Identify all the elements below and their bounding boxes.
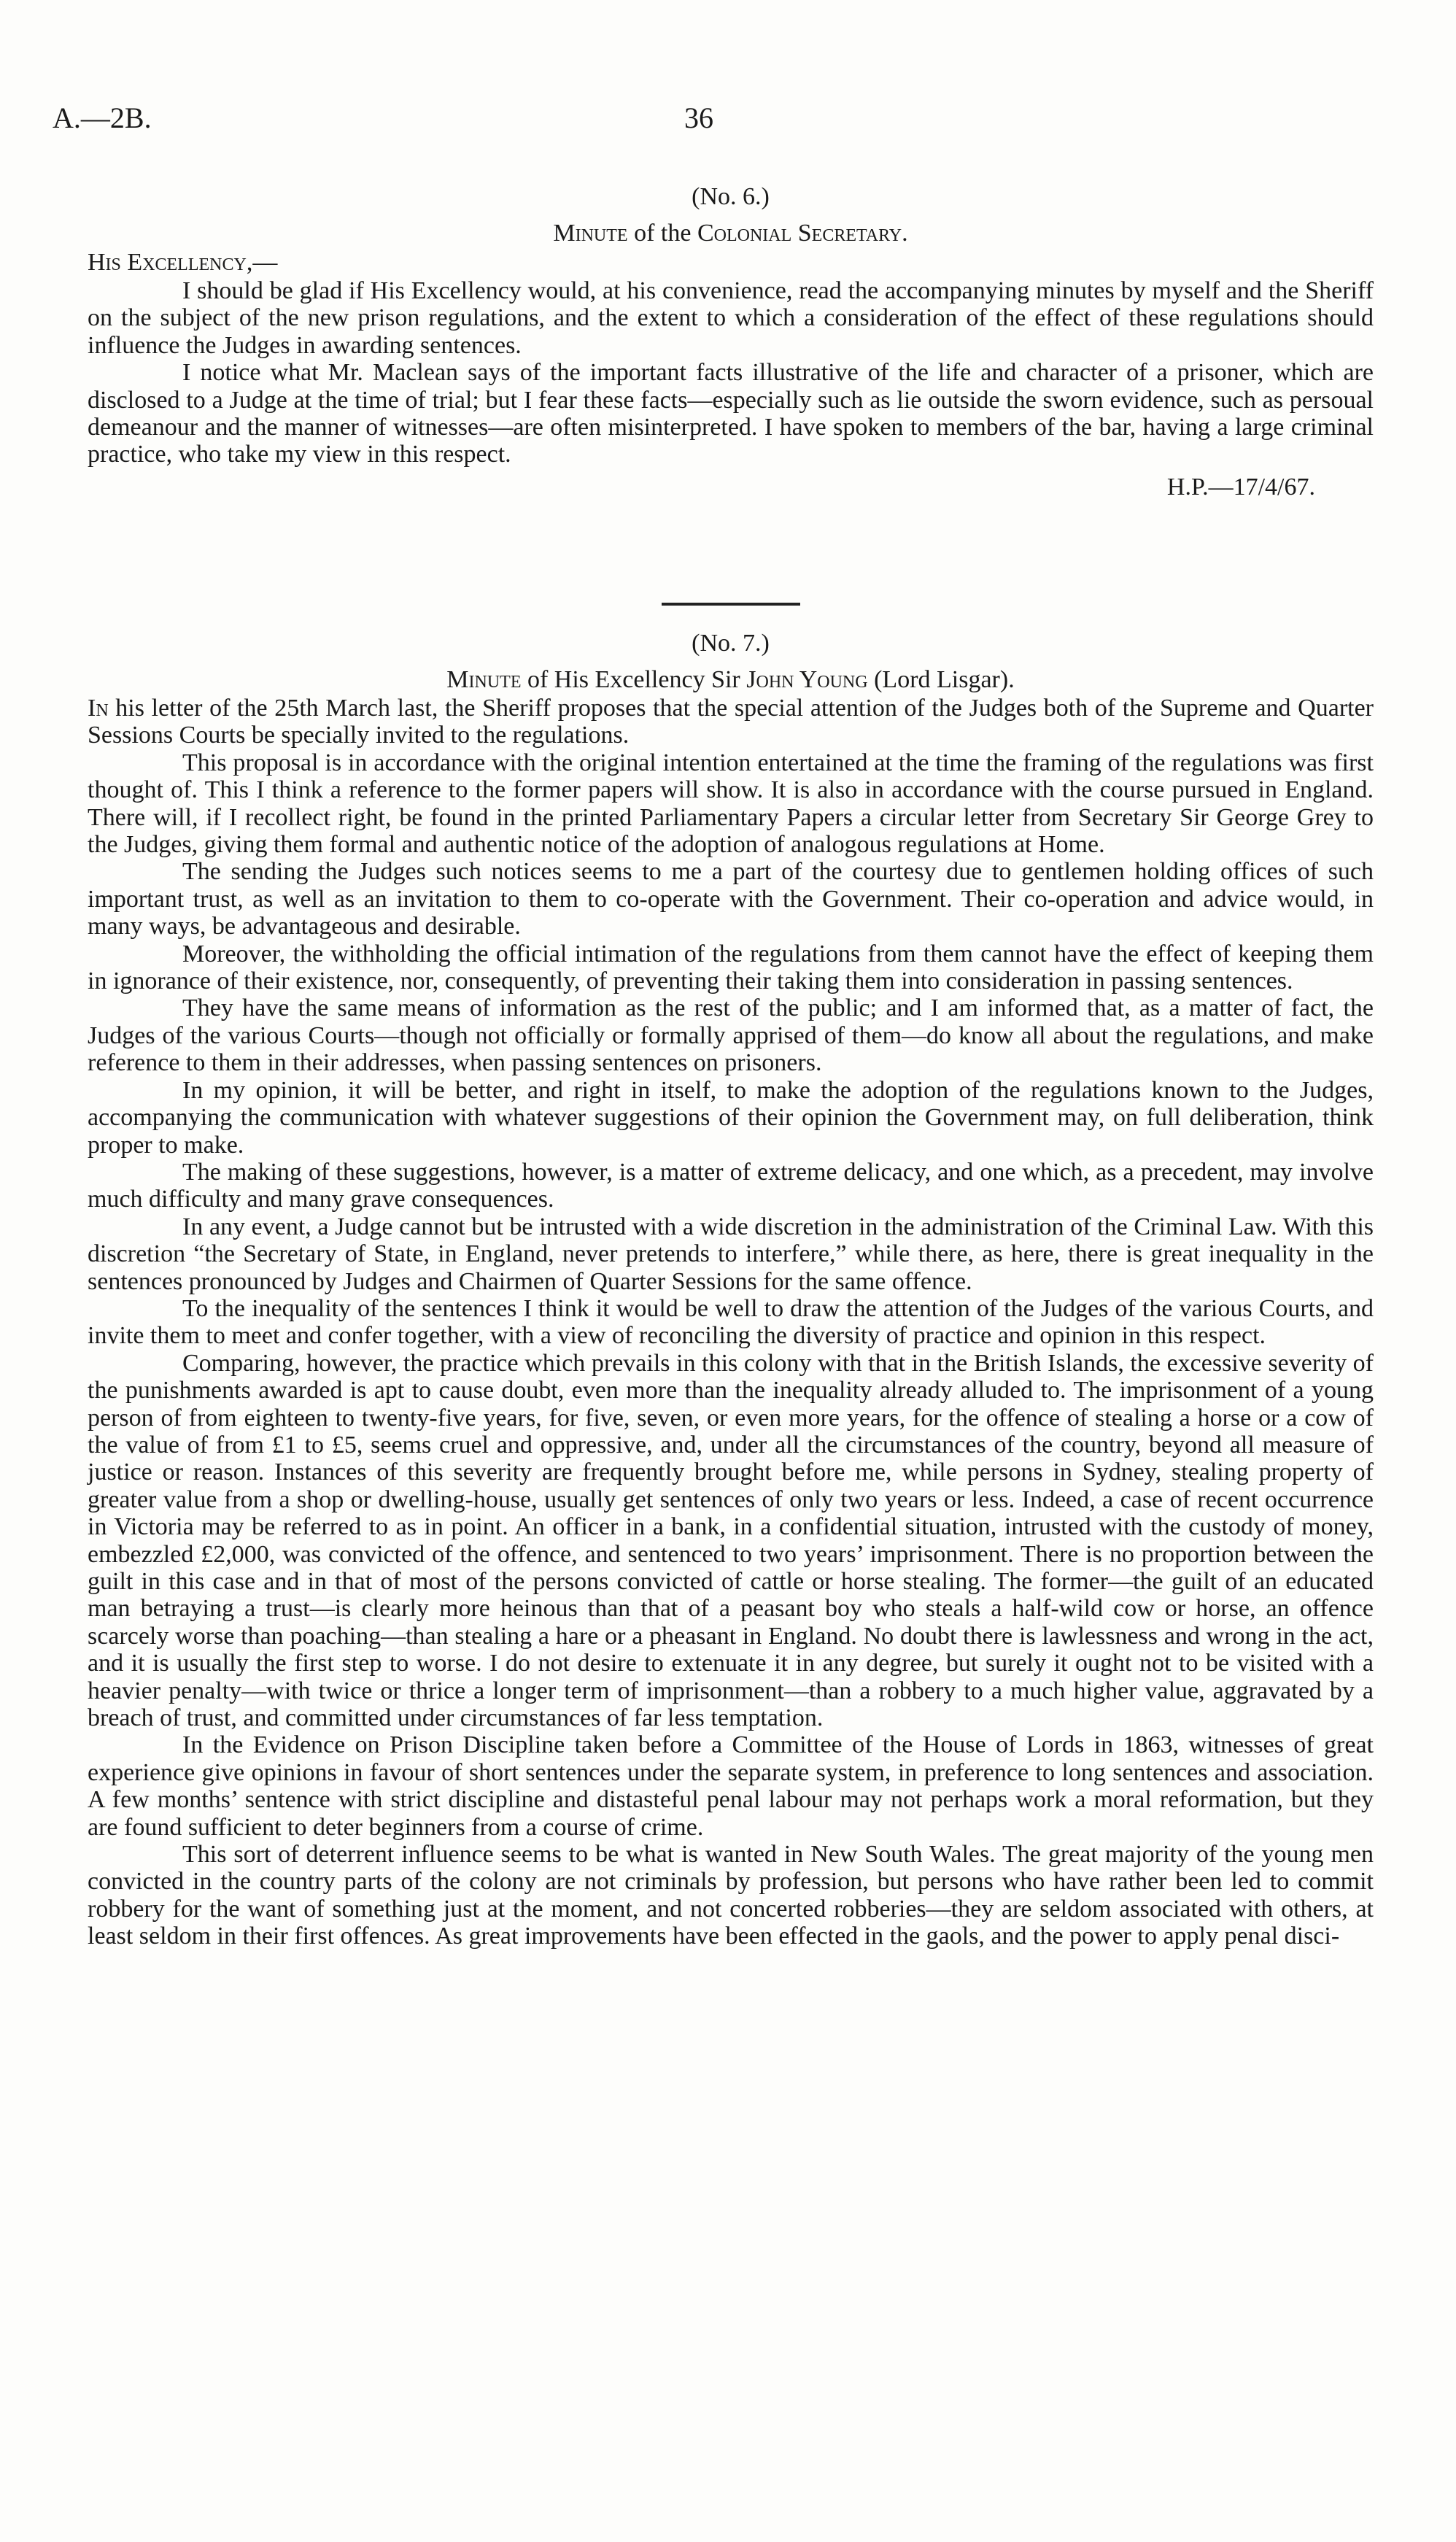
minute-6-title-word: Minute xyxy=(553,220,628,247)
opening-word: In xyxy=(88,695,109,722)
minute-7-paragraph: In the Evidence on Prison Discipline taken before a Committee of the House of Lords in 1863, witnesses of great experience give opinions in favour of short sentences under the separate system, in preference to long sentences and association. A few months’ sentence with strict discipline and distasteful penal labour may not perhaps work a moral reformation, but they are found sufficient to deter beginners from a course of crime. xyxy=(88,1731,1374,1841)
salutation: His Excellency,— xyxy=(88,249,278,276)
page-number: 36 xyxy=(684,101,713,134)
minute-6 xyxy=(88,182,1374,502)
minute-6-title xyxy=(88,219,1374,248)
minute-7-title xyxy=(88,665,1374,695)
minute-6-title-of: of the xyxy=(634,220,692,247)
minute-7-paragraph: To the inequality of the sentences I think it would be well to draw the attention of the Judges of the various Courts, and invite them to meet and confer together, with a view of reconciling the diversity of practice and opinion in this respect. xyxy=(88,1294,1374,1350)
minute-7-paragraph: Moreover, the withholding the official intimation of the regulations from them cannot have the effect of keeping them in ignorance of their existence, nor, consequently, of preventing their taking them into consideration in passing sentences. xyxy=(88,940,1374,995)
minute-7-paragraph: This proposal is in accordance with the original intention entertained at the time the framing of the regulations was first thought of. This I think a reference to the former papers will show. It is also in accordance with the course pursued in England. There will, if I recollect right, be found in the printed Parliamentary Papers a circular letter from Secretary Sir George Grey to the Judges, giving them formal and authentic notice of the adoption of analogous regulations at Home. xyxy=(88,749,1374,859)
minute-7 xyxy=(88,629,1374,1950)
minute-7-paragraph: The making of these suggestions, however, is a matter of extreme delicacy, and one which, as a precedent, may involve much difficulty and many grave consequences. xyxy=(88,1158,1374,1213)
minute-7-paragraph: They have the same means of information as the rest of the public; and I am informed that, as a matter of fact, the Judges of the various Courts—though not officially or formally apprised of them—do know all about the regulations, and make reference to them in their addresses, when passing sentences on prisoners. xyxy=(88,994,1374,1077)
minute-7-paragraph: The sending the Judges such notices seems to me a part of the courtesy due to gentlemen holding offices of such important trust, as well as an invitation to them to co-operate with the Government. Their co-operation and advice would, in many ways, be advantageous and desirable. xyxy=(88,858,1374,940)
minute-7-paragraph: Comparing, however, the practice which prevails in this colony with that in the British Islands, the excessive severity of the punishments awarded is apt to cause doubt, even more than the inequality already alluded to. The imprisonment of a young person of from eighteen to twenty-five years, for five, seven, or even more years, for the offence of stealing a horse or a cow of the value of from £1 to £5, seems cruel and oppressive, and, under all the circumstances of the country, beyond all measure of justice or reason. Instances of this severity are frequently brought before me, while persons in Sydney, stealing property of greater value from a shop or dwelling-house, usually get sentences of only two years or less. Indeed, a case of recent occurrence in Victoria may be referred to as in point. An officer in a bank, in a confidential situation, intrusted with the custody of money, embezzled £2,000, was convicted of the offence, and sentenced to two years’ imprisonment. There is no proportion between the guilt in this case and in that of most of the persons convicted of cattle or horse stealing. The former—the guilt of an educated man betraying a trust—is clearly more heinous than that of a peasant boy who steals a half-wild cow or horse, an offence scarcely worse than poaching—than stealing a hare or a pheasant in England. No doubt there is lawlessness and wrong in the act, and it is usually the first step to worse. I do not desire to extenuate it in any degree, but surely it ought not to be visited with a heavier penalty—with twice or thrice a longer term of imprisonment—than a robbery to a much higher value, aggravated by a breach of trust, and committed under circumstances of far less temptation. xyxy=(88,1349,1374,1732)
minute-7-title-word: Minute xyxy=(446,666,522,693)
minute-7-number: (No. 7.) xyxy=(692,630,770,657)
minute-7-paragraph xyxy=(88,695,1374,749)
minute-7-paragraph: In my opinion, it will be better, and right in itself, to make the adoption of the regulations known to the Judges, accompanying the communication with whatever suggestions of their opinion the Government may, on full deliberation, think proper to make. xyxy=(88,1076,1374,1159)
minute-7-title-middle: of His Excellency Sir xyxy=(527,666,740,693)
opening-text: his letter of the 25th March last, the Sheriff proposes that the special attention of the Judges both of the Supreme and Quarter Sessions Courts be specially invited to the regulations. xyxy=(88,695,1374,749)
document-reference: A.—2B. xyxy=(53,101,152,134)
minute-7-paragraph: This sort of deterrent influence seems to be what is wanted in New South Wales. The great majority of the young men convicted in the country parts of the colony are not criminals by profession, but persons who have rather been led to commit robbery for the want of something just at the moment, and not concerted robberies—they are seldom associated with others, at least seldom in their first offences. As great improvements have been effected in the gaols, and the power to apply penal disci- xyxy=(88,1841,1374,1950)
minute-6-title-office: Colonial Secretary. xyxy=(697,220,908,247)
minute-7-title-end: (Lord Lisgar). xyxy=(874,666,1015,693)
minute-6-number: (No. 6.) xyxy=(692,183,770,210)
minute-6-paragraph: I notice what Mr. Maclean says of the important facts illustrative of the life and character of a prisoner, which are disclosed to a Judge at the time of trial; but I fear these facts—especially such as lie outside the sworn evidence, such as persoual demeanour and the manner of witnesses—are often misinterpreted. I have spoken to members of the bar, having a large criminal practice, who take my view in this respect. xyxy=(88,359,1374,468)
minute-7-title-name: John Young xyxy=(746,666,868,693)
minute-7-paragraph: In any event, a Judge cannot but be intrusted with a wide discretion in the administration of the Criminal Law. With this discretion “the Secretary of State, in England, never pretends to interfere,” while there, as here, there is great inequality in the sentences pronounced by Judges and Chairmen of Quarter Sessions for the same offence. xyxy=(88,1213,1374,1295)
minute-6-paragraph: I should be glad if His Excellency would, at his convenience, read the accompanying minutes by myself and the Sheriff on the subject of the new prison regulations, and the extent to which a consideration of the effect of these regulations should influence the Judges in awarding sentences. xyxy=(88,277,1374,359)
minute-6-signoff: H.P.—17/4/67. xyxy=(1166,473,1315,501)
section-divider xyxy=(662,603,800,606)
